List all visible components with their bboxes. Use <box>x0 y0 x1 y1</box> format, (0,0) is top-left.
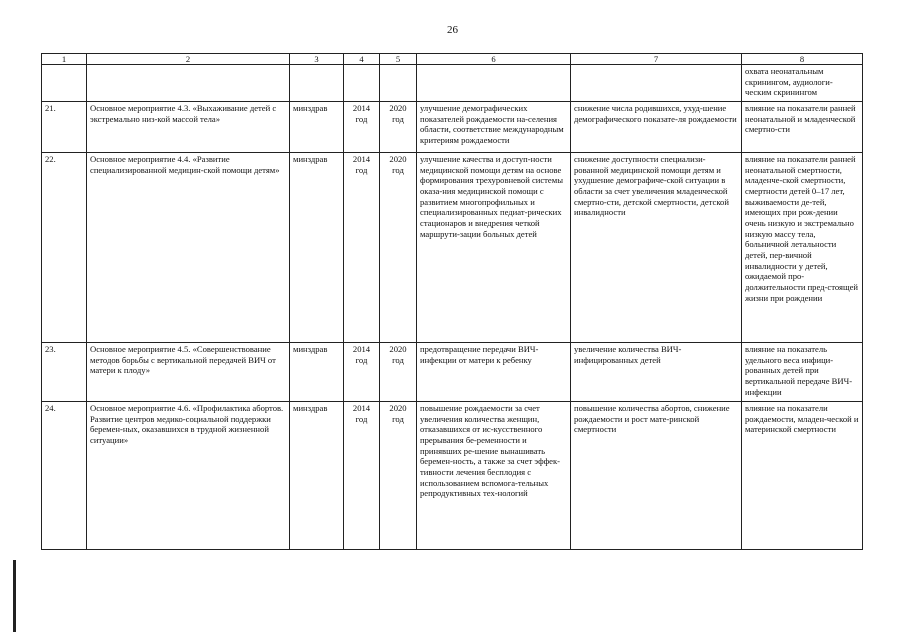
cell-expected-result: улучшение демографических показателей рождаемости на-селения области, соответствие международным критериям рождаемости <box>417 102 571 153</box>
page-number: 26 <box>447 24 458 36</box>
cell-empty <box>42 65 87 102</box>
header-col-8: 8 <box>742 54 863 65</box>
binding-edge-mark <box>13 560 16 632</box>
header-col-1: 1 <box>42 54 87 65</box>
cell-consequences: повышение количества абортов, снижение рождаемости и рост мате-ринской смертности <box>571 402 742 550</box>
cell-start-year: 2014 год <box>344 343 380 402</box>
cell-activity: Основное мероприятие 4.6. «Профилактика абортов. Развитие центров медико-социальной поддержки беремен-ных, оказавшихся в трудной жизненной ситуации» <box>87 402 290 550</box>
cell-number: 22. <box>42 153 87 343</box>
cell-indicators: влияние на показатели ранней неонатальной смертности, младенче-ской смертности, смертности детей 0–17 лет, выживаемости де-тей, имеющих при рож-дении очень низкую и экстремально низкую массу тела, больничной летальности детей, пер-вичной инвалидности у детей, ожидаемой про-должительности пред-стоящей жизни при рождении <box>742 153 863 343</box>
cell-empty <box>417 65 571 102</box>
table-row <box>42 153 863 343</box>
cell-indicators: влияние на показатель удельного веса инфици-рованных детей при вертикальной передаче ВИЧ-инфекции <box>742 343 863 402</box>
cell-indicators: влияние на показатели рождаемости, младен-ческой и материнской смертности <box>742 402 863 550</box>
table-row <box>42 402 863 550</box>
cell-empty <box>344 65 380 102</box>
cell-activity: Основное мероприятие 4.3. «Выхаживание детей с экстремально низ-кой массой тела» <box>87 102 290 153</box>
cell-activity: Основное мероприятие 4.5. «Совершенствование методов борьбы с вертикальной передачей ВИЧ от матери к плоду» <box>87 343 290 402</box>
table-header-row <box>42 54 863 65</box>
cell-number: 24. <box>42 402 87 550</box>
cell-indicators: влияние на показатели ранней неонатальной и младенческой смертно-сти <box>742 102 863 153</box>
cell-empty <box>380 65 417 102</box>
cell-empty <box>290 65 344 102</box>
table-row <box>42 343 863 402</box>
cell-executor: минздрав <box>290 153 344 343</box>
header-col-2: 2 <box>87 54 290 65</box>
cell-start-year: 2014 год <box>344 153 380 343</box>
cell-start-year: 2014 год <box>344 402 380 550</box>
table-row <box>42 102 863 153</box>
cell-activity: Основное мероприятие 4.4. «Развитие специализированной медицин-ской помощи детям» <box>87 153 290 343</box>
cell-expected-result: улучшение качества и доступ-ности медицинской помощи детям на основе формирования трехуровневой системы оказа-ния медицинской помощи с развитием многопрофильных и специализированных педиат-рических стационаров и внедрения четкой маршрути-зации больных детей <box>417 153 571 343</box>
measures-table <box>41 53 863 550</box>
cell-end-year: 2020 год <box>380 402 417 550</box>
cell-indicators: охвата неонатальным скринингом, аудиологи-ческим скринингом <box>742 65 863 102</box>
cell-number: 21. <box>42 102 87 153</box>
cell-expected-result: предотвращение передачи ВИЧ-инфекции от матери к ребенку <box>417 343 571 402</box>
header-col-7: 7 <box>571 54 742 65</box>
cell-executor: минздрав <box>290 102 344 153</box>
cell-consequences: снижение доступности специализи-рованной медицинской помощи детям и ухудшение демографиче-ской ситуации в области за счет увеличения младенческой смертно-сти, детской смертности, детской инвалидности <box>571 153 742 343</box>
cell-expected-result: повышение рождаемости за счет увеличения количества женщин, отказавшихся от ис-кусственного прерывания бе-ременности и принявших ре-шение вынашивать беремен-ность, а также за счет эффек-тивности лечения бесплодия с использованием вспомога-тельных репродуктивных тех-нологий <box>417 402 571 550</box>
cell-end-year: 2020 год <box>380 102 417 153</box>
cell-consequences: снижение числа родившихся, ухуд-шение демографического показате-ля рождаемости <box>571 102 742 153</box>
header-col-6: 6 <box>417 54 571 65</box>
cell-executor: минздрав <box>290 402 344 550</box>
cell-consequences: увеличение количества ВИЧ-инфицированных детей <box>571 343 742 402</box>
header-col-4: 4 <box>344 54 380 65</box>
table-row-continuation <box>42 65 863 102</box>
cell-number: 23. <box>42 343 87 402</box>
cell-start-year: 2014 год <box>344 102 380 153</box>
cell-empty <box>571 65 742 102</box>
header-col-3: 3 <box>290 54 344 65</box>
cell-end-year: 2020 год <box>380 343 417 402</box>
cell-executor: минздрав <box>290 343 344 402</box>
header-col-5: 5 <box>380 54 417 65</box>
cell-empty <box>87 65 290 102</box>
cell-end-year: 2020 год <box>380 153 417 343</box>
